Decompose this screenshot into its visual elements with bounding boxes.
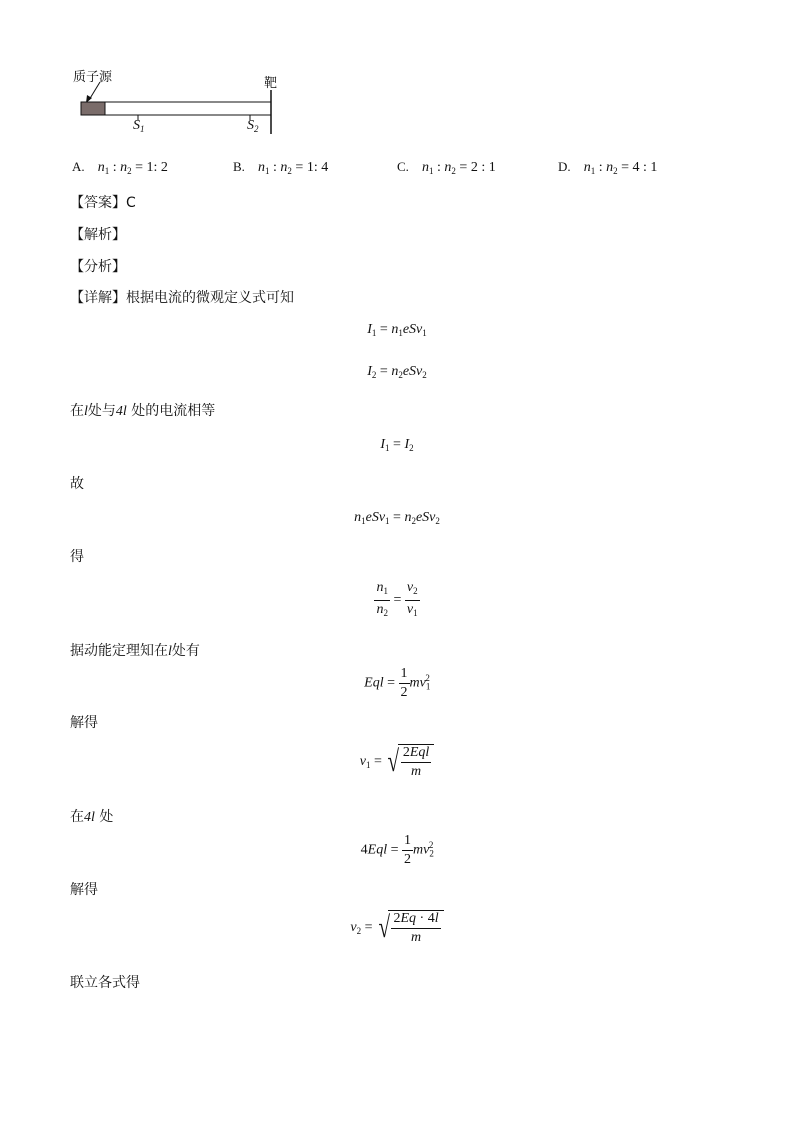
s2-label: $S_2$ <box>247 118 259 134</box>
eq-n-esv: $n_1eSv_1 = n_2eSv_2$ <box>354 510 440 526</box>
answer-line <box>70 192 136 212</box>
text-jiede-1: 解得 <box>70 715 98 731</box>
eq-energy-1: Eql = $\frac{1}{2}$ $mv_1^2$ <box>364 666 431 700</box>
text-gu: 故 <box>70 476 84 492</box>
s1-label: $S_1$ <box>133 118 145 134</box>
proton-diagram <box>60 60 300 140</box>
text-equal-current: 在l处与4l 处的电流相等 <box>70 403 216 419</box>
answer-value: C <box>126 195 136 211</box>
eq-energy-2: 4Eql = $\frac{1}{2}$ $mv_2^2$ <box>360 833 434 867</box>
detail-text: 根据电流的微观定义式可知 <box>126 290 294 306</box>
detail-line <box>70 287 294 307</box>
tube <box>81 102 271 115</box>
proton-source-label: 质子源 <box>73 70 113 85</box>
text-kinetic: 据动能定理知在l处有 <box>70 643 200 659</box>
eq-i1: $I_1 = n_1eSv_1$ <box>367 322 427 338</box>
eq-v2: $v_2$ = √ $\frac{2Eq \cdot 4l}{m}$ <box>0 910 794 946</box>
option-b: B. $n_1$ : $n_2 = 1$: 4 <box>233 159 329 176</box>
target-label: 靶 <box>264 76 278 91</box>
option-a: A. $n_1$ : $n_2 = 1$: 2 <box>72 159 168 176</box>
apparatus-drawing <box>60 60 300 140</box>
text-lianli: 联立各式得 <box>70 975 140 991</box>
answer-label: 【答案】 <box>70 195 126 211</box>
eq-i1-equals-i2: $I_1 = I_2$ <box>380 437 414 453</box>
proton-source-block <box>81 102 105 115</box>
text-de: 得 <box>70 549 84 565</box>
fenxi-heading: 【分析】 <box>70 259 126 275</box>
option-d: D. $n_1$ : $n_2 = 4$ : 1 <box>558 159 658 176</box>
option-c: C. $n_1$ : $n_2 = 2$ : 1 <box>397 159 496 176</box>
text-jiede-2: 解得 <box>70 882 98 898</box>
eq-ratio-n-v: $\frac{n_1}{n_2}$ = $\frac{v_2}{v_1}$ <box>376 580 418 618</box>
eq-i2: $I_2 = n_2eSv_2$ <box>367 364 427 380</box>
eq-v1: $v_1$ = √ $\frac{\text{2Eql}}{m}$ <box>0 744 794 780</box>
text-at-4l: 在4l 处 <box>70 809 114 825</box>
analysis-heading: 【解析】 <box>70 227 126 243</box>
detail-label: 【详解】 <box>70 290 126 306</box>
